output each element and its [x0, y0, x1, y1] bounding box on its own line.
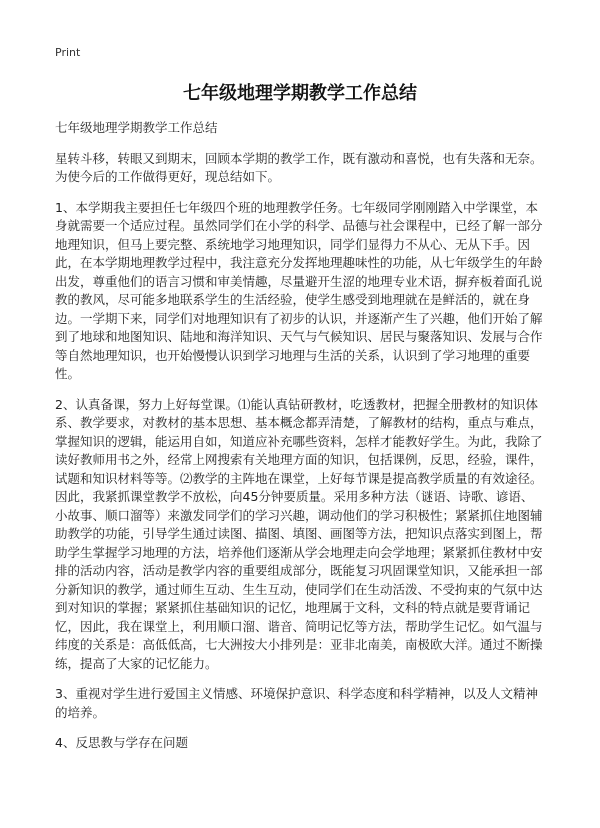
intro-paragraph: 星转斗移，转眼又到期末，回顾本学期的教学工作，既有激动和喜悦，也有失落和无奈。为使今后的工作做得更好，现总结如下。 [55, 150, 543, 184]
section-1-paragraph: 1、本学期我主要担任七年级四个班的地理教学任务。七年级同学刚刚踏入中学课堂，本身就需要一个适应过程。虽然同学们在小学的科学、品德与社会课程中，已经了解一部分地理知识，但马上要完整、系统地学习地理知识，同学们显得力不从心、无从下手。因此，在本学期地理教学过程中，我注意充分发挥地理趣味性的功能，从七年级学生的年龄出发，尊重他们的语言习惯和审美情趣，尽量避开生涩的地理专业术语，摒弃板着面孔说教的教风，尽可能多地联系学生的生活经验，使学生感受到地理就在是鲜活的，就在身边。一学期下来，同学们对地理知识有了初步的认识，并逐渐产生了兴趣，他们开始了解到了地球和地图知识、陆地和海洋知识、天气与气候知识、居民与聚落知识、发展与合作等自然地理知识，也开始慢慢认识到学习地理与生活的关系，认识到了学习地理的重要性。 [55, 199, 543, 381]
section-2-paragraph: 2、认真备课，努力上好每堂课。⑴能认真钻研教材，吃透教材，把握全册教材的知识体系、教学要求，对教材的基本思想、基本概念都弄清楚，了解教材的结构，重点与难点，掌握知识的逻辑，能运用自如，知道应补充哪些资料，怎样才能教好学生。为此，我除了读好教师用书之外，经常上网搜索有关地理方面的知识，包括课例，反思，经验，课件，试题和知识材料等等。⑵教学的主阵地在课堂，上好每节课是提高教学质量的有效途径。因此，我紧抓课堂教学不放松，向45分钟要质量。采用多种方法（谜语、诗歌、谚语、小故事、顺口溜等）来激发同学们的学习兴趣，调动他们的学习积极性；紧紧抓住地图辅助教学的功能，引导学生通过读图、描图、填图、画图等方法，把知识点落实到图上，帮助学生掌握学习地理的方法，培养他们逐渐从学会地理走向会学地理；紧紧抓住教材中安排的活动内容，活动是教学内容的重要组成部分，既能复习巩固课堂知识，又能承担一部分新知识的教学，通过师生互动、生生互动，使同学们在生动活泼、不受拘束的气氛中达到对知识的掌握；紧紧抓住基础知识的记忆，地理属于文科，文科的特点就是要背诵记忆，因此，我在课堂上，利用顺口溜、谐音、简明记忆等方法，帮助学生记忆。如气温与纬度的关系是：高低低高，七大洲按大小排列是：亚非北南美，南极欧大洋。通过不断操练，提高了大家的记忆能力。 [55, 396, 543, 671]
document-subtitle: 七年级地理学期教学工作总结 [55, 120, 218, 135]
section-4-paragraph: 4、反思教与学存在问题 [55, 735, 188, 750]
document-title: 七年级地理学期教学工作总结 [183, 83, 417, 104]
document-body [55, 119, 545, 765]
section-3-paragraph: 3、重视对学生进行爱国主义情感、环境保护意识、科学态度和科学精神，以及人文精神的培养。 [55, 686, 538, 720]
print-link[interactable]: Print [55, 46, 81, 59]
